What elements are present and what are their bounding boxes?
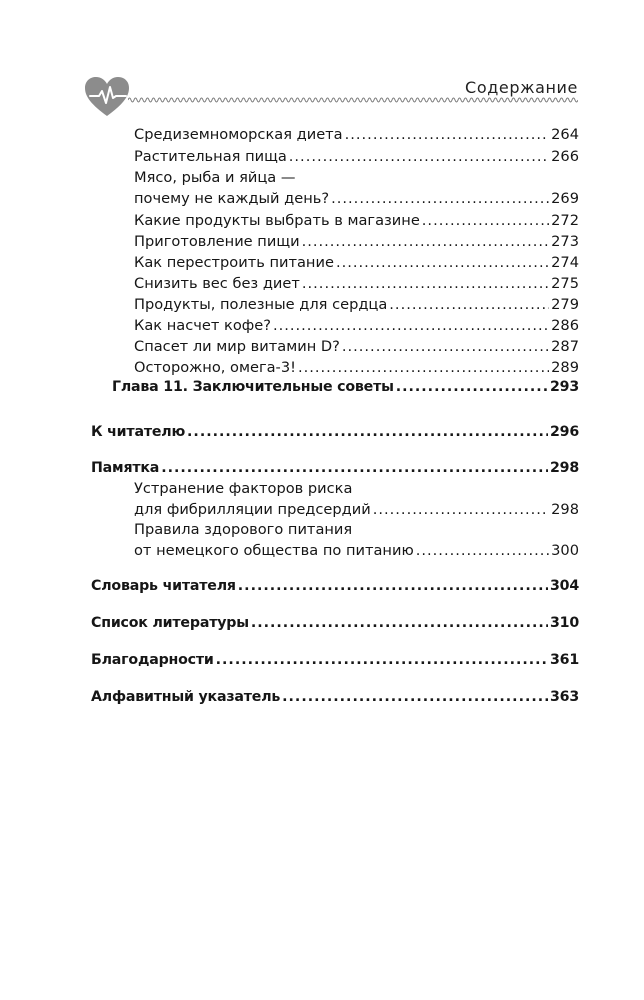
toc-section-entry[interactable] bbox=[91, 613, 579, 634]
toc-entry-title: Продукты, полезные для сердца bbox=[134, 296, 388, 313]
toc-entry-page: 361 bbox=[549, 652, 579, 668]
toc-chapter-entry[interactable] bbox=[112, 377, 579, 398]
toc-leader-dots bbox=[396, 377, 548, 398]
toc-entry-page: 300 bbox=[551, 542, 579, 559]
toc-leader-dots bbox=[238, 576, 548, 597]
toc-entry-title: от немецкого общества по питанию bbox=[134, 542, 414, 559]
toc-leader-dots bbox=[336, 252, 549, 273]
toc-section-entry[interactable] bbox=[91, 687, 579, 708]
toc-entry-page: 275 bbox=[551, 275, 579, 292]
toc-entry[interactable] bbox=[134, 124, 579, 145]
toc-section-entry[interactable] bbox=[91, 650, 579, 671]
toc-entry-title: Как насчет кофе? bbox=[134, 317, 271, 334]
toc-entry-title: Словарь читателя bbox=[91, 578, 236, 594]
toc-entry-page: 273 bbox=[551, 233, 579, 250]
toc-entry-title: Спасет ли мир витамин D? bbox=[134, 338, 340, 355]
toc-entry[interactable] bbox=[134, 540, 579, 561]
toc-section-entry[interactable] bbox=[91, 458, 579, 479]
toc-entry-title: Список литературы bbox=[91, 615, 249, 631]
toc-entry-title: Растительная пища bbox=[134, 148, 287, 165]
toc-leader-dots bbox=[161, 458, 548, 479]
toc-entry-page: 272 bbox=[551, 212, 579, 229]
toc-entry-title: Глава 11. Заключительные советы bbox=[112, 379, 394, 395]
toc-entry-page: 363 bbox=[549, 689, 579, 705]
toc-entry[interactable] bbox=[134, 188, 579, 209]
toc-entry-page: 279 bbox=[551, 296, 579, 313]
toc-entry[interactable] bbox=[134, 499, 579, 520]
toc-entry[interactable] bbox=[134, 146, 579, 167]
toc-section-entry[interactable] bbox=[91, 422, 579, 443]
toc-leader-dots bbox=[302, 273, 549, 294]
toc-leader-dots bbox=[187, 422, 548, 443]
toc-entry[interactable] bbox=[134, 315, 579, 336]
toc-entry-title-line1: Правила здорового питания bbox=[134, 521, 353, 538]
toc-entry-page: 289 bbox=[551, 359, 579, 376]
toc-leader-dots bbox=[251, 613, 548, 634]
toc-entry[interactable] bbox=[134, 231, 579, 252]
toc-entry[interactable] bbox=[134, 273, 579, 294]
toc-entry-title: Благодарности bbox=[91, 652, 214, 668]
toc-entry-page: 269 bbox=[551, 190, 579, 207]
toc-entry-page: 264 bbox=[551, 126, 579, 143]
toc-leader-dots bbox=[273, 315, 549, 336]
toc-entry[interactable] bbox=[134, 357, 579, 378]
header-title: Содержание bbox=[465, 78, 578, 97]
toc-entry-page: 293 bbox=[549, 379, 579, 395]
toc-entry-title: Как перестроить питание bbox=[134, 254, 334, 271]
toc-entry-page: 298 bbox=[551, 501, 579, 518]
toc-entry-title: почему не каждый день? bbox=[134, 190, 330, 207]
toc-entry-page: 296 bbox=[549, 424, 579, 440]
toc-leader-dots bbox=[416, 540, 549, 561]
toc-entry[interactable] bbox=[134, 210, 579, 231]
toc-entry[interactable] bbox=[134, 294, 579, 315]
toc-leader-dots bbox=[422, 210, 549, 231]
toc-entry-page: 287 bbox=[551, 338, 579, 355]
toc-entry-title: Какие продукты выбрать в магазине bbox=[134, 212, 420, 229]
toc-entry-title: Памятка bbox=[91, 460, 160, 476]
toc-entry-title: Осторожно, омега-3! bbox=[134, 359, 296, 376]
toc-leader-dots bbox=[331, 188, 549, 209]
toc-entry-page: 274 bbox=[551, 254, 579, 271]
toc-leader-dots bbox=[342, 336, 549, 357]
toc-entry-title-line1: Устранение факторов риска bbox=[134, 480, 353, 497]
toc-entry-title: Алфавитный указатель bbox=[91, 689, 281, 705]
toc-entry-page: 266 bbox=[551, 148, 579, 165]
toc-leader-dots bbox=[298, 357, 549, 378]
toc-entry-title-line1: Мясо, рыба и яйца — bbox=[134, 169, 296, 186]
toc-leader-dots bbox=[373, 499, 549, 520]
toc-entry-title: К читателю bbox=[91, 424, 186, 440]
toc-entry-title: Снизить вес без диет bbox=[134, 275, 300, 292]
toc-entry-page: 304 bbox=[549, 578, 579, 594]
toc-leader-dots bbox=[282, 687, 548, 708]
toc-leader-dots bbox=[389, 294, 549, 315]
toc-entry-title: Средиземноморская диета bbox=[134, 126, 343, 143]
toc-entry[interactable] bbox=[134, 336, 579, 357]
toc-entry-title: для фибрилляции предсердий bbox=[134, 501, 371, 518]
toc-entry-title: Приготовление пищи bbox=[134, 233, 300, 250]
toc-section-entry[interactable] bbox=[91, 576, 579, 597]
toc-entry-page: 310 bbox=[549, 615, 579, 631]
toc-leader-dots bbox=[302, 231, 550, 252]
toc-entry[interactable] bbox=[134, 252, 579, 273]
toc-entry-page: 298 bbox=[549, 460, 579, 476]
toc-leader-dots bbox=[216, 650, 548, 671]
toc-leader-dots bbox=[289, 146, 549, 167]
toc-leader-dots bbox=[345, 124, 550, 145]
toc-entry-page: 286 bbox=[551, 317, 579, 334]
